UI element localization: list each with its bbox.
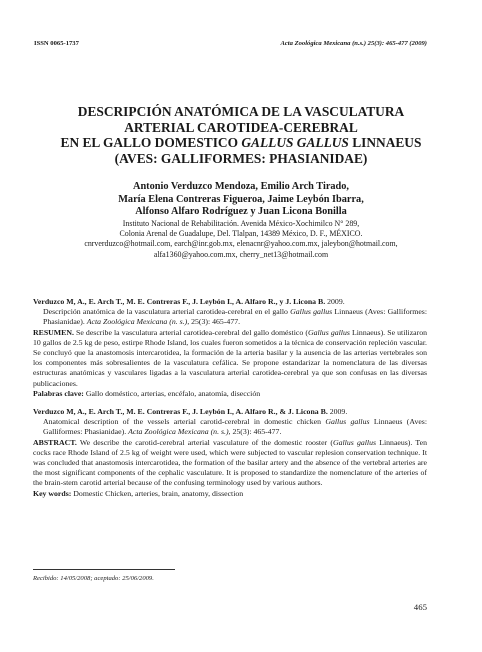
english-citation-species: Gallus gallus <box>325 417 370 427</box>
title-line-2: ARTERIAL CAROTIDEA-CEREBRAL <box>124 119 358 135</box>
english-citation-title: Anatomical description of the vessels arterial carotid-cerebral in domestic chicken <box>43 417 326 427</box>
issn-label: ISSN 0065-1737 <box>34 40 79 47</box>
english-keywords-label: Key words: <box>33 488 72 498</box>
article-title <box>40 104 442 166</box>
authors-line-3: Alfonso Alfaro Rodríguez y Juan Licona Bonilla <box>135 206 347 217</box>
spanish-abstract-label: RESUMEN. <box>33 327 74 337</box>
journal-citation-header: Acta Zoológica Mexicana (n.s.) 25(3): 465-477 (2009) <box>280 40 427 47</box>
english-citation-body <box>33 417 427 437</box>
authors-line-1: Antonio Verduzco Mendoza, Emilio Arch Tirado, <box>133 181 349 192</box>
title-line-3-post: LINNAEUS <box>348 135 422 150</box>
spanish-citation-year: 2009. <box>325 297 345 306</box>
spanish-abstract-block <box>33 297 427 399</box>
running-head <box>34 40 427 52</box>
affiliation-emails-2: alfa1360@yahoo.com.mx, cherry_net13@hotmail.com <box>153 249 329 259</box>
affiliation <box>30 219 452 260</box>
spanish-keywords <box>33 389 427 399</box>
spanish-citation <box>33 297 427 328</box>
english-keywords <box>33 489 427 499</box>
affiliation-emails-1: cnrverduzco@hotmail.com, earch@inr.gob.mx, elenacnr@yahoo.com.mx, jaleybon@hotmail.com, <box>84 239 398 249</box>
english-citation-authors: Verduzco M, A., E. Arch T., M. E. Contreras F., J. Leybón I., A. Alfaro R., & J. Licona B. <box>33 407 328 416</box>
spanish-citation-body <box>33 307 427 327</box>
english-abstract-text-a: We describe the carotid-cerebral arterial vasculature of the domestic rooster ( <box>76 437 333 447</box>
english-abstract <box>33 438 427 489</box>
title-line-4: (AVES: GALLIFORMES: PHASIANIDAE) <box>114 150 368 166</box>
affiliation-line-1: Instituto Nacional de Rehabilitación. Avenida México-Xochimilco N° 289, <box>122 219 360 228</box>
english-citation-taxon: Linnaeus (Aves: Galliformes: Phasianidae). <box>43 417 428 437</box>
english-abstract-species: Gallus gallus <box>332 437 377 447</box>
title-line-3-pre: EN EL GALLO DOMESTICO <box>60 135 242 150</box>
spanish-citation-journal: Acta Zoológica Mexicana (n. s.), <box>86 317 190 327</box>
title-species: GALLUS GALLUS <box>241 135 349 150</box>
title-line-1: DESCRIPCIÓN ANATÓMICA DE LA VASCULATURA <box>77 104 405 119</box>
authors-line-2: María Elena Contreras Figueroa, Jaime Leybón Ibarra, <box>118 193 364 205</box>
spanish-abstract-text-a: Se describe la vasculatura arterial carotidea-cerebral del gallo doméstico ( <box>73 327 308 337</box>
english-citation-pages: 25(3): 465-477. <box>230 427 282 437</box>
spanish-citation-title: Descripción anatómica de la vasculatura arterial carotidea-cerebral en el gallo <box>43 307 291 317</box>
received-date: Recibido: 14/05/2008; aceptado: 25/06/2009. <box>33 575 154 582</box>
spanish-citation-taxon: Linnaeus (Aves: Galliformes: Phasianidae). <box>43 307 427 327</box>
title-line-3 <box>40 135 442 151</box>
english-keywords-text: Domestic Chicken, arteries, brain, anatomy, dissection <box>71 488 244 498</box>
english-abstract-text-b: Linnaeus). Ten cocks race Rhode Island of 2.5 kg of weight were used, which were subjected to vascular replesion conservation technique. It was concluded that anastomosis intercarotidea, the formation of the basilar artery and the absence of the vertebral arteries are the most significant components of the cephalic vasculature. It is proposed to standardize the nomenclature of the arteries of the brain-stem carotid arterial because of the confusing terminology used by various authors. <box>33 437 427 488</box>
affiliation-line-2: Colonia Arenal de Guadalupe, Del. Tlalpan, 14389 México, D. F., MÉXICO. <box>119 229 363 239</box>
spanish-keywords-text: Gallo doméstico, arterias, encéfalo, anatomía, disección <box>83 388 261 398</box>
spanish-citation-authors: Verduzco M, A., E. Arch T., M. E. Contreras F., J. Leybón I., A. Alfaro R., y J. Licona B. <box>33 297 326 306</box>
author-list <box>40 181 442 219</box>
english-abstract-label: ABSTRACT. <box>33 437 77 447</box>
english-citation-journal: Acta Zoológica Mexicana (n. s.), <box>128 427 231 437</box>
spanish-citation-species: Gallus gallus <box>290 307 333 317</box>
spanish-abstract-text-b: Linnaeus). Se utilizaron 10 gallos de 2.5 kg de peso, estirpe Rhode Island, los cuales fueron sometidos a la técnica de conservación repleción vascular. Se concluyó que la anastomosis intercarotidea, la formación de la arteria basilar y la ausencia de las arterias vertebrales son los componentes más sobresalientes de la vasculatura cefálica. Se propone estandarizar la nomenclatura de las diversas estructuras anatómicas y vasculares ligadas a la vasculatura arterial carotidea-cerebral ya que son confusas en las diversas publicaciones. <box>33 327 428 388</box>
english-citation <box>33 407 427 438</box>
spanish-keywords-label: Palabras clave: <box>33 388 84 398</box>
spanish-citation-pages: 25(3): 465-477. <box>189 317 241 327</box>
spanish-abstract <box>33 328 427 389</box>
spanish-abstract-species: Gallus gallus <box>307 327 350 337</box>
footnote-divider <box>33 569 175 570</box>
english-abstract-block <box>33 407 427 499</box>
page-number: 465 <box>413 602 427 612</box>
english-citation-year: 2009. <box>327 407 348 416</box>
